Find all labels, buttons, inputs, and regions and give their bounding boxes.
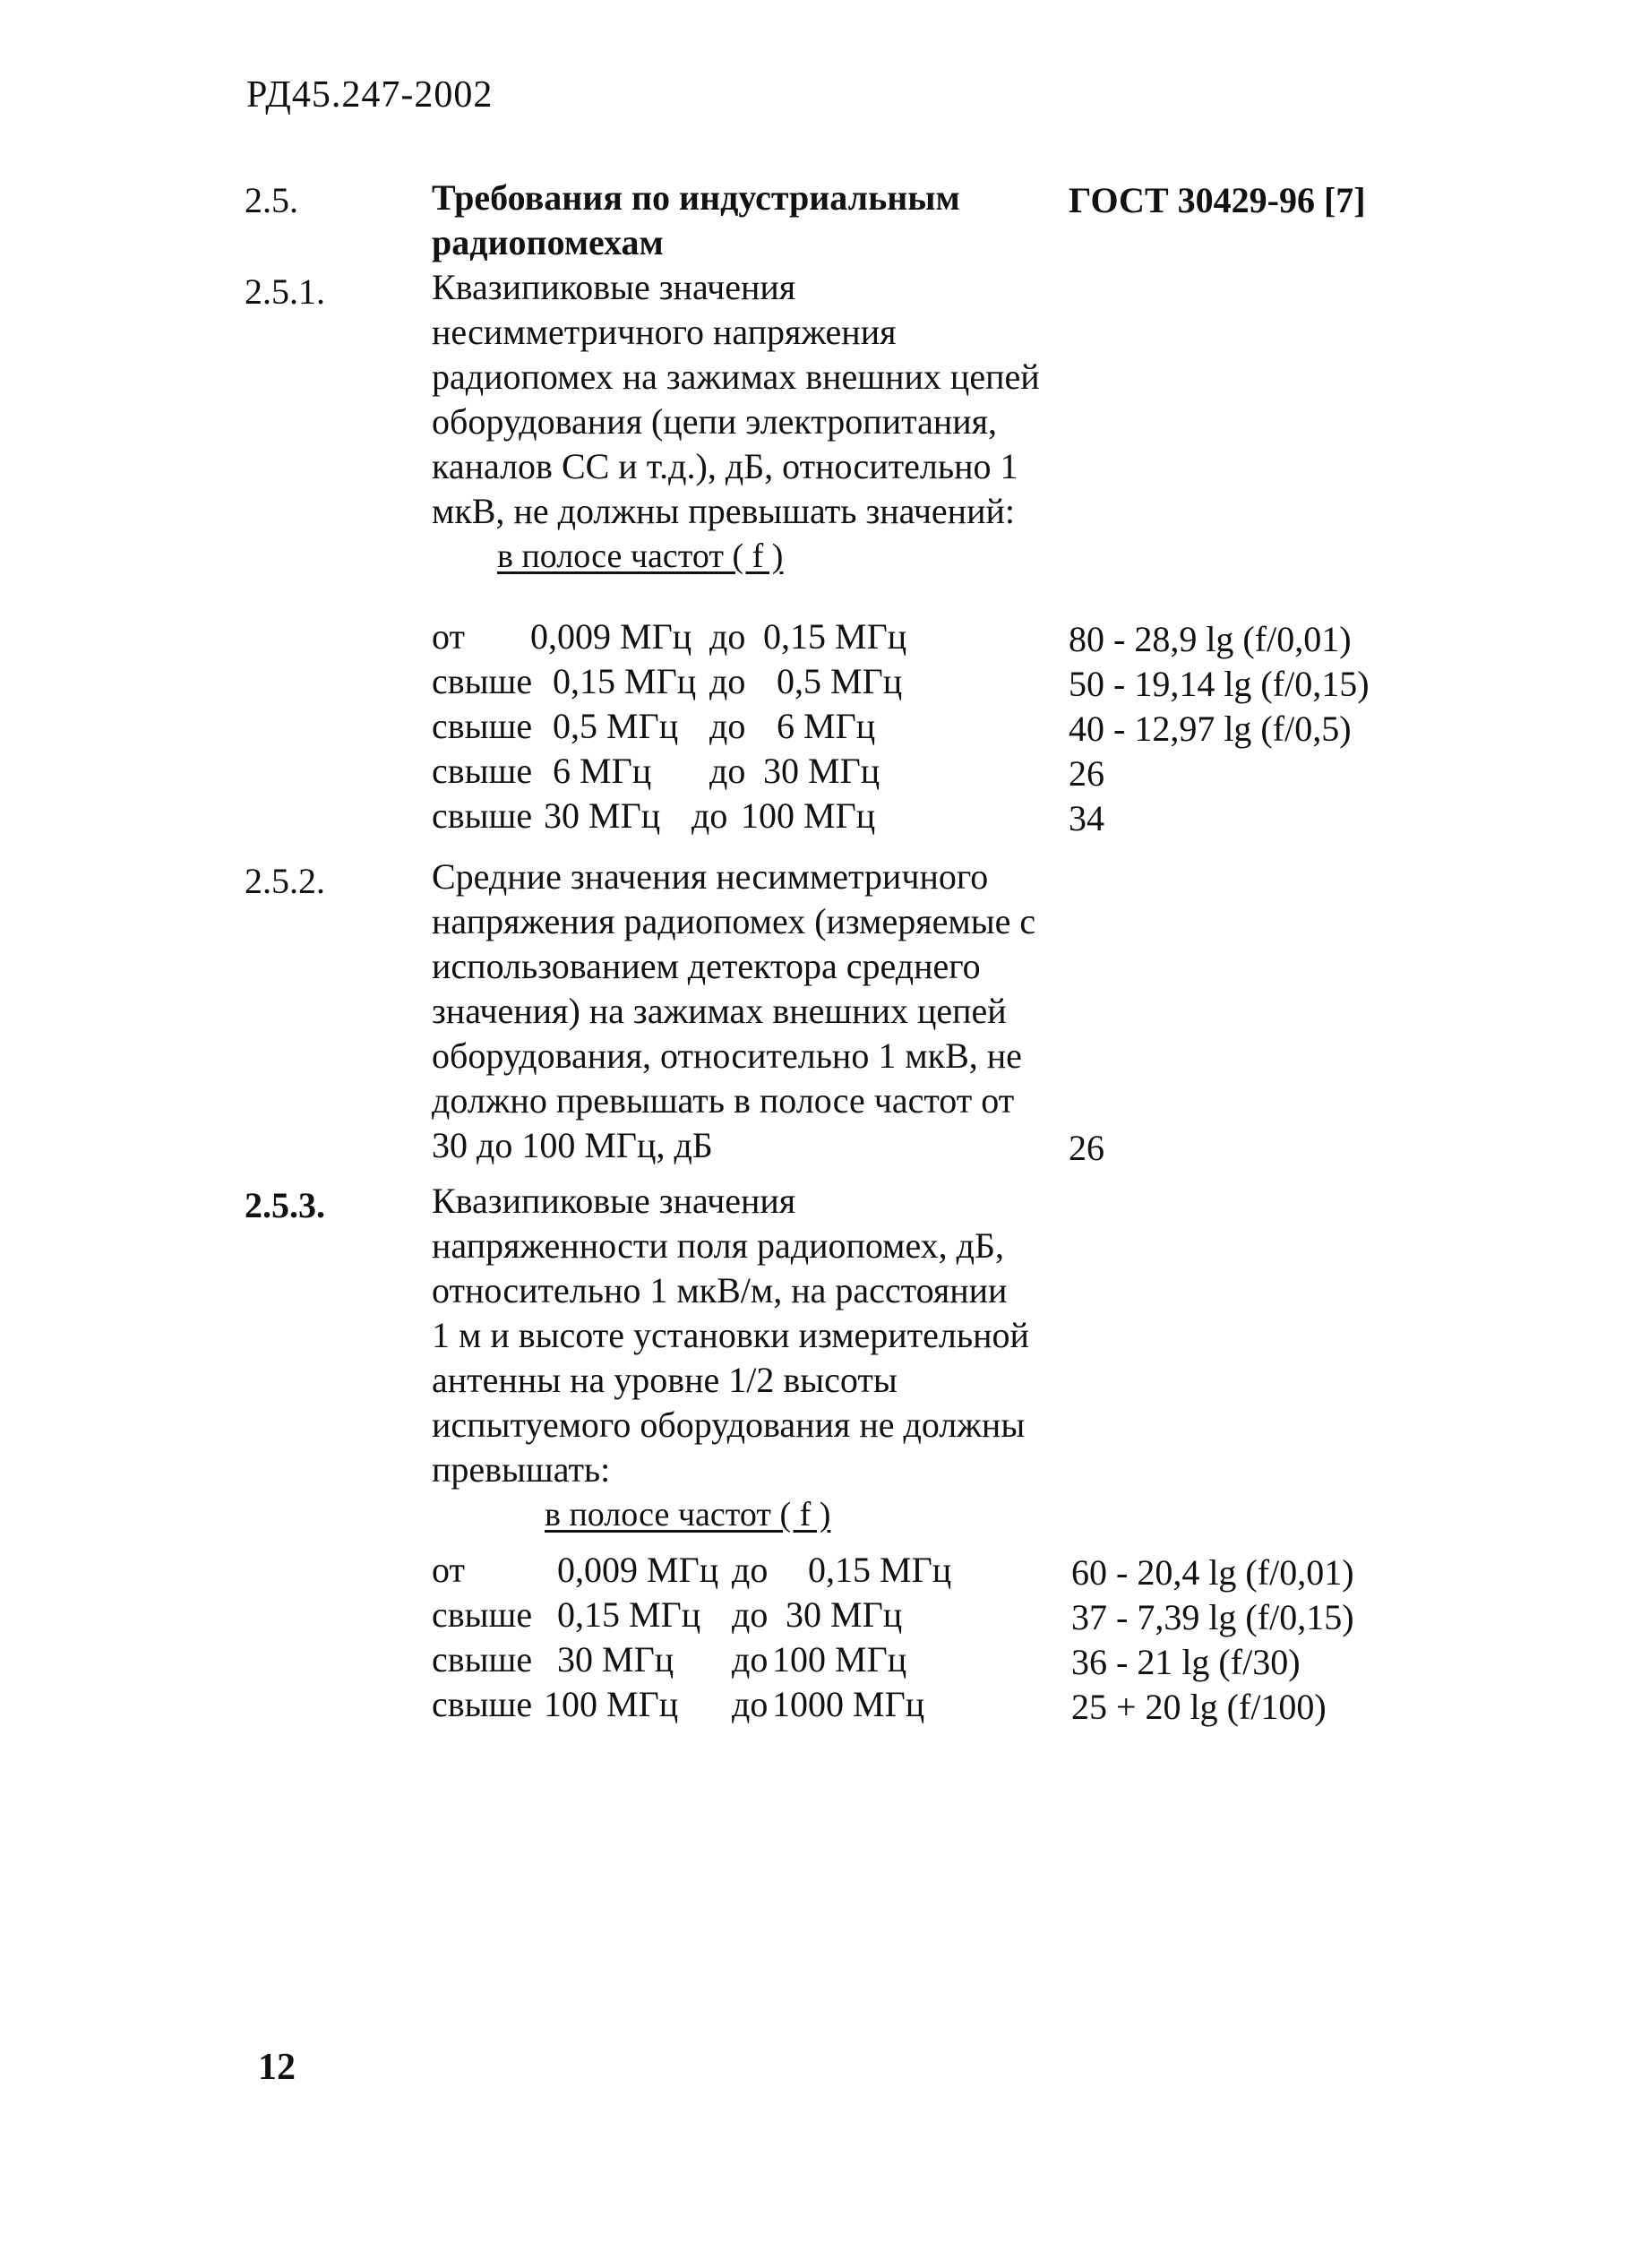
item-253-row-value: 60 - 20,4 lg (f/0,01)	[1071, 1552, 1354, 1593]
row-to: 0,5 МГц	[777, 661, 903, 701]
section-title-line1: Требования по индустриальным	[432, 177, 960, 218]
row-prefix: от	[432, 1550, 465, 1590]
section-number: 2.5.	[245, 180, 298, 220]
item-252-line: 30 до 100 МГц, дБ	[432, 1125, 713, 1165]
row-from: 0,009 МГц	[557, 1550, 719, 1590]
row-prefix: свыше	[432, 751, 533, 791]
item-253-line: испытуемого оборудования не должны	[432, 1405, 1026, 1445]
item-251-line: несимметричного напряжения	[432, 312, 897, 352]
row-prefix: свыше	[432, 706, 533, 746]
row-to: 30 МГц	[786, 1594, 903, 1635]
row-to: 100 МГц	[741, 795, 876, 836]
row-prefix: свыше	[432, 795, 533, 836]
row-prefix: свыше	[432, 1684, 533, 1724]
row-to-word: до	[732, 1639, 769, 1680]
row-from: 100 МГц	[544, 1684, 679, 1724]
row-to: 6 МГц	[777, 706, 876, 746]
row-to-word: до	[732, 1594, 769, 1635]
page-number: 12	[258, 2047, 296, 2088]
row-to: 0,15 МГц	[763, 616, 907, 657]
item-253-line: относительно 1 мкВ/м, на расстоянии	[432, 1270, 1008, 1310]
item-252-line: Средние значения несимметричного	[432, 856, 989, 897]
item-251-row-value: 34	[1069, 798, 1104, 838]
item-251-line: каналов СС и т.д.), дБ, относительно 1	[432, 446, 1018, 486]
item-251-row-value: 80 - 28,9 lg (f/0,01)	[1069, 619, 1352, 659]
item-251-line: мкВ, не должны превышать значений:	[432, 491, 1016, 531]
item-253-line: превышать:	[432, 1449, 611, 1490]
item-253-row-value: 36 - 21 lg (f/30)	[1071, 1642, 1301, 1682]
row-from: 30 МГц	[557, 1639, 674, 1680]
row-from: 0,15 МГц	[557, 1594, 701, 1635]
item-253-row-value: 37 - 7,39 lg (f/0,15)	[1071, 1597, 1354, 1637]
item-251-row-value: 40 - 12,97 lg (f/0,5)	[1069, 709, 1352, 749]
item-253-line: напряженности поля радиопомех, дБ,	[432, 1225, 1005, 1266]
row-prefix: от	[432, 616, 465, 657]
item-253-line: антенны на уровне 1/2 высоты	[432, 1360, 898, 1400]
item-253-row-value: 25 + 20 lg (f/100)	[1071, 1687, 1327, 1727]
item-251-line: Квазипиковые значения	[432, 267, 796, 307]
row-to-word: до	[709, 751, 746, 791]
row-to-word: до	[732, 1684, 769, 1724]
row-from: 0,5 МГц	[553, 706, 679, 746]
row-prefix: свыше	[432, 661, 533, 701]
item-253-number: 2.5.3.	[245, 1185, 325, 1225]
item-251-band-label: в полосе частот ( f )	[497, 537, 784, 575]
item-252-line: использованием детектора среднего	[432, 946, 981, 986]
item-251-row-value: 26	[1069, 753, 1104, 794]
item-251-line: оборудования (цепи электропитания,	[432, 401, 998, 442]
row-to: 0,15 МГц	[808, 1550, 952, 1590]
item-252-number: 2.5.2.	[245, 861, 325, 901]
item-252-line: напряжения радиопомех (измеряемые с	[432, 901, 1036, 941]
row-to-word: до	[709, 706, 746, 746]
item-252-value: 26	[1069, 1128, 1104, 1168]
row-from: 6 МГц	[553, 751, 652, 791]
section-title-line2: радиопомехам	[432, 222, 664, 262]
document-id: РД45.247-2002	[246, 74, 494, 116]
row-to-word: до	[709, 661, 746, 701]
item-253-line: Квазипиковые значения	[432, 1181, 796, 1221]
row-to-word: до	[732, 1550, 769, 1590]
item-252-line: значения) на зажимах внешних цепей	[432, 991, 1007, 1031]
item-253-band-label: в полосе частот ( f )	[545, 1496, 831, 1533]
row-from: 30 МГц	[544, 795, 661, 836]
item-253-line: 1 м и высоте установки измерительной	[432, 1315, 1029, 1355]
row-from: 0,009 МГц	[530, 616, 692, 657]
row-to-word: до	[691, 795, 728, 836]
row-to: 30 МГц	[763, 751, 880, 791]
row-prefix: свыше	[432, 1639, 533, 1680]
row-to: 1000 МГц	[772, 1684, 925, 1724]
item-251-line: радиопомех на зажимах внешних цепей	[432, 357, 1040, 397]
row-to-word: до	[709, 616, 746, 657]
row-from: 0,15 МГц	[553, 661, 697, 701]
row-to: 100 МГц	[772, 1639, 907, 1680]
item-251-number: 2.5.1.	[245, 271, 325, 312]
item-251-row-value: 50 - 19,14 lg (f/0,15)	[1069, 664, 1370, 704]
row-prefix: свыше	[432, 1594, 533, 1635]
section-reference: ГОСТ 30429-96 [7]	[1069, 180, 1366, 220]
item-252-line: должно превышать в полосе частот от	[432, 1080, 1015, 1121]
item-252-line: оборудования, относительно 1 мкВ, не	[432, 1035, 1022, 1076]
